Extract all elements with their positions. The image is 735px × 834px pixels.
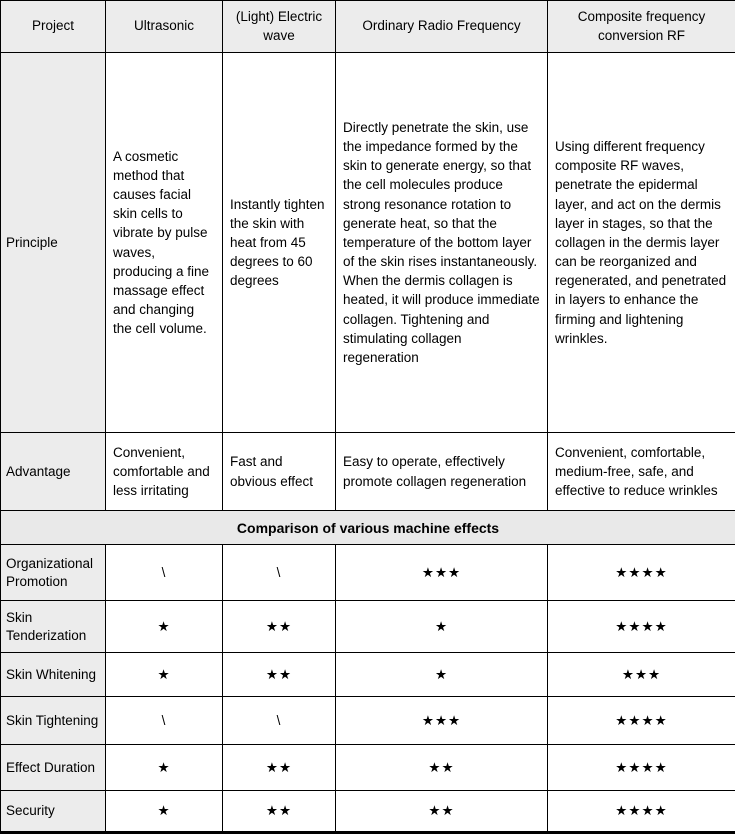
principle-composite-rf-cell: Using different frequency composite RF waves, penetrate the epidermal layer, and act on the dermis layer in stages, so that the collagen in the dermis layer can be reorganized and regenerated, and penetrated in layers to enhance the firming and lightening wrinkles. [548, 53, 735, 433]
header-cell-composite-rf: Composite frequency conversion RF [548, 1, 735, 53]
rating-cell: ★ [106, 601, 223, 653]
rating-cell: ★★ [223, 653, 336, 697]
rating-cell: ★ [106, 653, 223, 697]
rating-cell: \ [106, 697, 223, 745]
rating-cell: ★★★ [548, 653, 735, 697]
rating-cell: ★★ [336, 745, 548, 791]
advantage-ordinary-rf-cell: Easy to operate, effectively promote collagen regeneration [336, 433, 548, 511]
rating-cell: ★ [336, 653, 548, 697]
rating-cell: ★★ [223, 745, 336, 791]
rating-cell: ★ [106, 791, 223, 833]
rating-cell: ★ [336, 601, 548, 653]
header-cell-project: Project [1, 1, 106, 53]
effect-row-skin-tenderization [1, 601, 735, 653]
effect-row-skin-whitening [1, 653, 735, 697]
table-header-row [1, 1, 735, 53]
section-title-row [1, 511, 735, 545]
rating-cell: \ [223, 697, 336, 745]
rating-cell: ★★★★ [548, 791, 735, 833]
effect-row-skin-tightening [1, 697, 735, 745]
effect-label: Skin Tightening [1, 697, 106, 745]
advantage-row-label: Advantage [1, 433, 106, 511]
rating-cell: ★★ [336, 791, 548, 833]
rating-cell: ★ [106, 745, 223, 791]
effect-label: Effect Duration [1, 745, 106, 791]
header-cell-ultrasonic: Ultrasonic [106, 1, 223, 53]
rating-cell: ★★★★ [548, 601, 735, 653]
effect-label: Security [1, 791, 106, 833]
header-cell-ordinary-rf: Ordinary Radio Frequency [336, 1, 548, 53]
rating-cell: ★★★ [336, 545, 548, 601]
section-title: Comparison of various machine effects [1, 511, 735, 545]
principle-row-label: Principle [1, 53, 106, 433]
advantage-ultrasonic-cell: Convenient, comfortable and less irritating [106, 433, 223, 511]
rating-cell: ★★ [223, 601, 336, 653]
header-cell-electric-wave: (Light) Electric wave [223, 1, 336, 53]
rating-cell: ★★★★ [548, 697, 735, 745]
principle-electric-wave-cell: Instantly tighten the skin with heat from 45 degrees to 60 degrees [223, 53, 336, 433]
effect-label: Organizational Promotion [1, 545, 106, 601]
principle-ultrasonic-cell: A cosmetic method that causes facial skin cells to vibrate by pulse waves, producing a fine massage effect and changing the cell volume. [106, 53, 223, 433]
rating-cell: ★★ [223, 791, 336, 833]
advantage-composite-rf-cell: Convenient, comfortable, medium-free, safe, and effective to reduce wrinkles [548, 433, 735, 511]
principle-ordinary-rf-cell: Directly penetrate the skin, use the impedance formed by the skin to generate energy, so that the cell molecules produce strong resonance rotation to generate heat, so that the temperature of the bottom layer of the skin rises instantaneously. When the dermis collagen is heated, it will produce immediate collagen. Tightening and stimulating collagen regeneration [336, 53, 548, 433]
advantage-electric-wave-cell: Fast and obvious effect [223, 433, 336, 511]
principle-row [1, 53, 735, 433]
effect-label: Skin Tenderization [1, 601, 106, 653]
rating-cell: \ [106, 545, 223, 601]
rating-cell: ★★★★ [548, 545, 735, 601]
advantage-row [1, 433, 735, 511]
rating-cell: \ [223, 545, 336, 601]
rating-cell: ★★★★ [548, 745, 735, 791]
effect-label: Skin Whitening [1, 653, 106, 697]
effect-row-effect-duration [1, 745, 735, 791]
rating-cell: ★★★ [336, 697, 548, 745]
effect-row-security [1, 791, 735, 833]
effect-row-organizational-promotion [1, 545, 735, 601]
